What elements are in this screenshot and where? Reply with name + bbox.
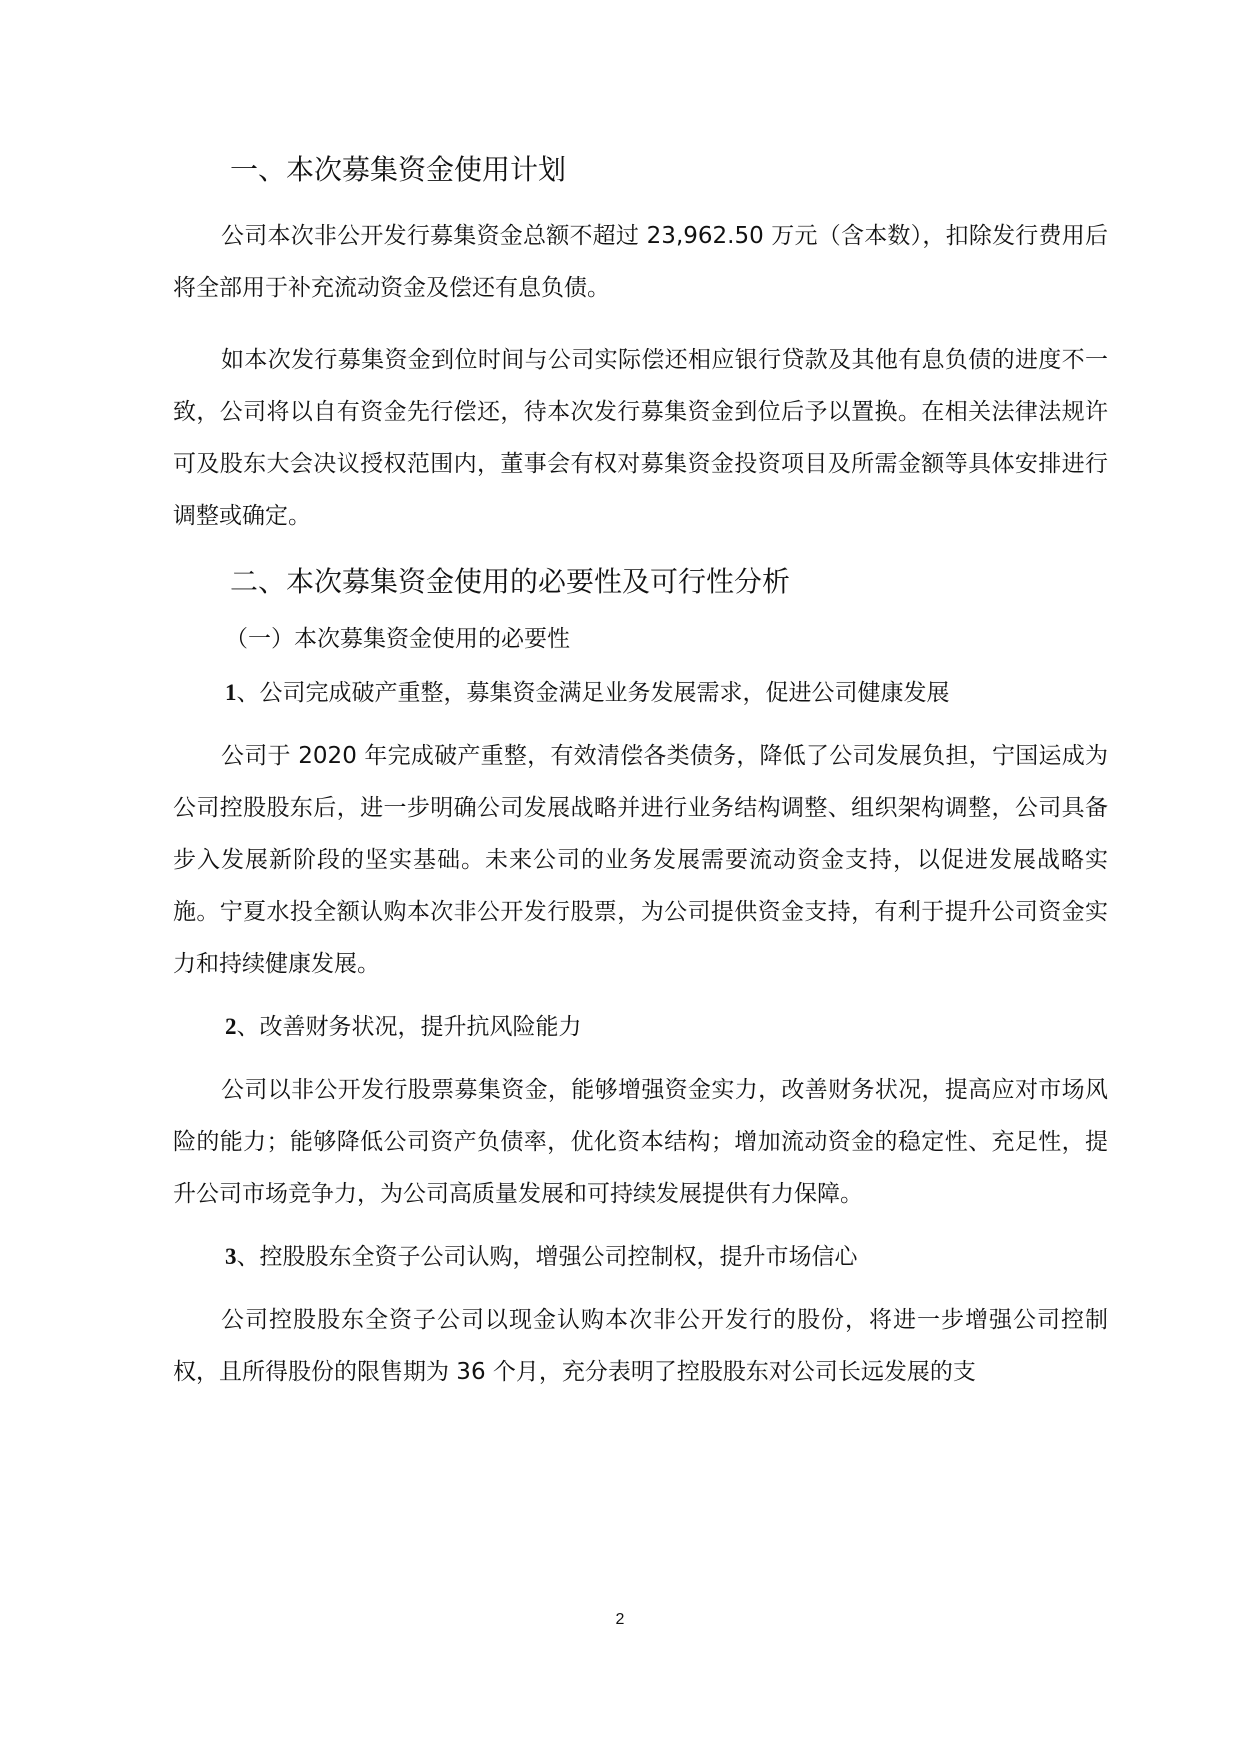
item-1-title: 、公司完成破产重整，募集资金满足业务发展需求，促进公司健康发展 — [236, 680, 950, 706]
section-1-paragraph-1: 公司本次非公开发行募集资金总额不超过 23,962.50 万元（含本数），扣除发行费用后将全部用于补充流动资金及偿还有息负债。 — [173, 223, 1108, 301]
page-number: 2 — [615, 1611, 625, 1628]
item-3-title: 、控股股东全资子公司认购，增强公司控制权，提升市场信心 — [236, 1244, 858, 1270]
section-1-heading: 一、本次募集资金使用计划 — [230, 153, 567, 186]
document-body — [173, 150, 1108, 1418]
section-2-subheading-1: （一）本次募集资金使用的必要性 — [225, 626, 570, 652]
item-2-heading — [173, 1010, 1108, 1044]
item-2-paragraph: 公司以非公开发行股票募集资金，能够增强资金实力，改善财务状况，提高应对市场风险的能力；能够降低公司资产负债率，优化资本结构；增加流动资金的稳定性、充足性，提升公司市场竞争力，为公司高质量发展和可持续发展提供有力保障。 — [173, 1077, 1108, 1207]
item-3-heading — [173, 1240, 1108, 1274]
item-3-paragraph: 公司控股股东全资子公司以现金认购本次非公开发行的股份，将进一步增强公司控制权，且所得股份的限售期为 36 个月，充分表明了控股股东对公司长远发展的支 — [173, 1307, 1108, 1385]
item-1-paragraph: 公司于 2020 年完成破产重整，有效清偿各类债务，降低了公司发展负担，宁国运成为公司控股股东后，进一步明确公司发展战略并进行业务结构调整、组织架构调整，公司具备步入发展新阶段的坚实基础。未来公司的业务发展需要流动资金支持，以促进发展战略实施。宁夏水投全额认购本次非公开发行股票，为公司提供资金支持，有利于提升公司资金实力和持续健康发展。 — [173, 743, 1108, 977]
item-2-title: 、改善财务状况，提升抗风险能力 — [236, 1014, 582, 1040]
item-1-number: 1 — [225, 680, 237, 705]
item-3-number: 3 — [225, 1244, 237, 1269]
section-2-heading: 二、本次募集资金使用的必要性及可行性分析 — [230, 565, 791, 598]
item-2-number: 2 — [225, 1014, 237, 1039]
section-1-paragraph-2: 如本次发行募集资金到位时间与公司实际偿还相应银行贷款及其他有息负债的进度不一致，公司将以自有资金先行偿还，待本次发行募集资金到位后予以置换。在相关法律法规许可及股东大会决议授权范围内，董事会有权对募集资金投资项目及所需金额等具体安排进行调整或确定。 — [173, 347, 1108, 529]
item-1-heading — [173, 676, 1108, 710]
